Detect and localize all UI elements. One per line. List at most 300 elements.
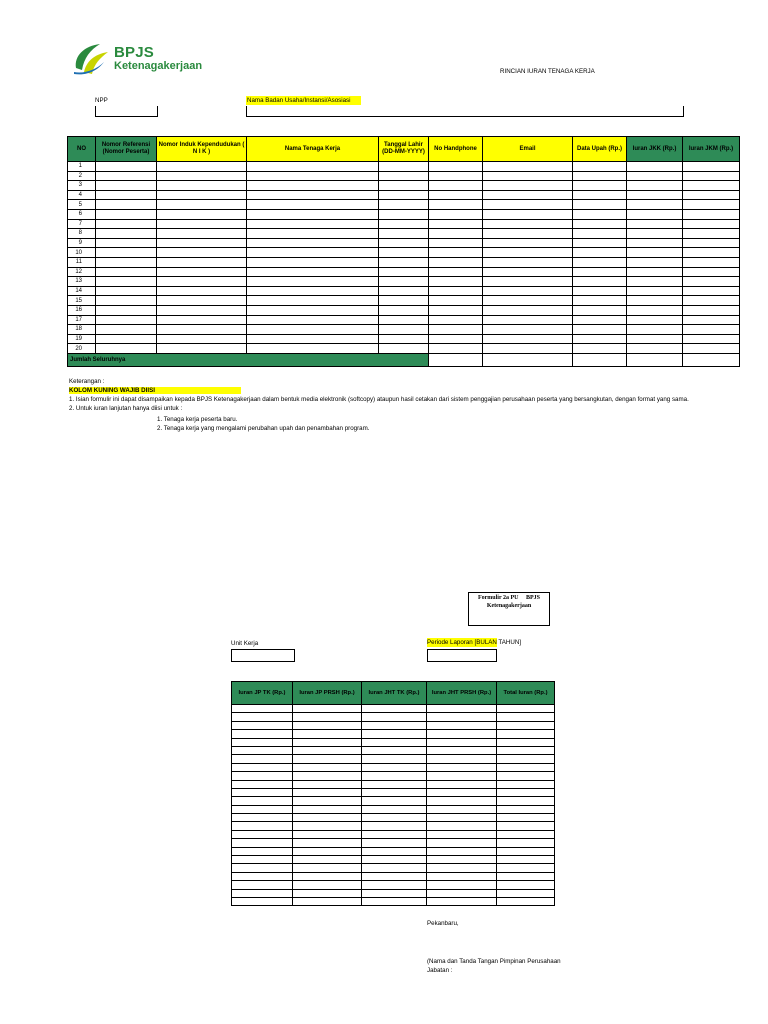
table-cell[interactable] <box>627 162 683 172</box>
summary-cell[interactable] <box>293 822 362 830</box>
table-cell[interactable] <box>573 267 627 277</box>
summary-cell[interactable] <box>232 788 293 796</box>
table-cell[interactable] <box>483 296 573 306</box>
summary-cell[interactable] <box>497 839 555 847</box>
table-cell[interactable] <box>683 257 740 267</box>
table-cell[interactable] <box>627 190 683 200</box>
summary-cell[interactable] <box>362 805 427 813</box>
table-cell[interactable] <box>683 238 740 248</box>
summary-cell[interactable] <box>293 839 362 847</box>
summary-cell[interactable] <box>293 705 362 713</box>
table-cell[interactable] <box>96 238 157 248</box>
summary-cell[interactable] <box>293 713 362 721</box>
table-cell[interactable] <box>683 286 740 296</box>
summary-cell[interactable] <box>232 881 293 889</box>
table-cell[interactable] <box>627 334 683 344</box>
npp-field[interactable] <box>95 106 158 117</box>
summary-cell[interactable] <box>362 872 427 880</box>
table-cell[interactable] <box>429 344 483 354</box>
summary-cell[interactable] <box>362 755 427 763</box>
table-cell[interactable] <box>429 267 483 277</box>
table-cell[interactable] <box>379 190 429 200</box>
table-cell[interactable] <box>157 190 247 200</box>
table-cell[interactable] <box>627 296 683 306</box>
summary-cell[interactable] <box>362 856 427 864</box>
summary-cell[interactable] <box>232 856 293 864</box>
summary-cell[interactable] <box>497 814 555 822</box>
table-cell[interactable] <box>157 334 247 344</box>
summary-cell[interactable] <box>427 839 497 847</box>
summary-cell[interactable] <box>293 746 362 754</box>
table-cell[interactable] <box>96 257 157 267</box>
summary-cell[interactable] <box>427 897 497 905</box>
summary-cell[interactable] <box>497 755 555 763</box>
table-cell[interactable] <box>96 296 157 306</box>
summary-cell[interactable] <box>497 780 555 788</box>
table-cell[interactable] <box>96 209 157 219</box>
summary-cell[interactable] <box>427 805 497 813</box>
summary-cell[interactable] <box>497 713 555 721</box>
table-cell[interactable] <box>483 162 573 172</box>
summary-cell[interactable] <box>427 746 497 754</box>
table-cell[interactable] <box>683 334 740 344</box>
table-cell[interactable] <box>429 238 483 248</box>
table-cell[interactable] <box>379 286 429 296</box>
summary-cell[interactable] <box>293 730 362 738</box>
table-cell[interactable] <box>247 190 379 200</box>
summary-cell[interactable] <box>497 830 555 838</box>
table-cell[interactable] <box>96 190 157 200</box>
table-cell[interactable] <box>157 277 247 287</box>
table-cell[interactable] <box>573 277 627 287</box>
summary-cell[interactable] <box>362 830 427 838</box>
table-cell[interactable] <box>573 286 627 296</box>
table-cell[interactable] <box>157 257 247 267</box>
table-cell[interactable] <box>379 209 429 219</box>
summary-cell[interactable] <box>427 721 497 729</box>
summary-cell[interactable] <box>232 822 293 830</box>
table-cell[interactable] <box>627 219 683 229</box>
table-cell[interactable] <box>429 257 483 267</box>
summary-cell[interactable] <box>362 814 427 822</box>
table-cell[interactable] <box>157 200 247 210</box>
summary-cell[interactable] <box>427 705 497 713</box>
summary-cell[interactable] <box>427 763 497 771</box>
table-cell[interactable] <box>379 267 429 277</box>
table-cell[interactable] <box>157 344 247 354</box>
table-cell[interactable] <box>683 248 740 258</box>
summary-cell[interactable] <box>427 822 497 830</box>
summary-cell[interactable] <box>293 830 362 838</box>
summary-cell[interactable] <box>293 897 362 905</box>
table-cell[interactable] <box>157 171 247 181</box>
table-cell[interactable] <box>157 219 247 229</box>
table-cell[interactable] <box>379 277 429 287</box>
summary-cell[interactable] <box>232 738 293 746</box>
table-cell[interactable] <box>379 238 429 248</box>
table-cell[interactable] <box>157 267 247 277</box>
summary-cell[interactable] <box>497 805 555 813</box>
summary-cell[interactable] <box>362 797 427 805</box>
table-cell[interactable] <box>483 277 573 287</box>
table-cell[interactable] <box>683 209 740 219</box>
table-cell[interactable] <box>483 248 573 258</box>
summary-cell[interactable] <box>362 864 427 872</box>
table-cell[interactable] <box>683 190 740 200</box>
summary-cell[interactable] <box>232 814 293 822</box>
table-cell[interactable] <box>627 305 683 315</box>
table-cell[interactable] <box>247 305 379 315</box>
summary-cell[interactable] <box>362 713 427 721</box>
summary-cell[interactable] <box>427 780 497 788</box>
table-cell[interactable] <box>379 181 429 191</box>
summary-cell[interactable] <box>232 780 293 788</box>
summary-cell[interactable] <box>497 889 555 897</box>
table-cell[interactable] <box>627 181 683 191</box>
table-cell[interactable] <box>573 219 627 229</box>
table-cell[interactable] <box>683 296 740 306</box>
table-cell[interactable] <box>247 257 379 267</box>
summary-cell[interactable] <box>497 847 555 855</box>
table-cell[interactable] <box>247 209 379 219</box>
table-cell[interactable] <box>379 344 429 354</box>
table-cell[interactable] <box>483 257 573 267</box>
table-cell[interactable] <box>247 238 379 248</box>
table-cell[interactable] <box>573 171 627 181</box>
table-cell[interactable] <box>247 248 379 258</box>
table-cell[interactable] <box>429 277 483 287</box>
summary-cell[interactable] <box>232 830 293 838</box>
summary-cell[interactable] <box>232 797 293 805</box>
table-cell[interactable] <box>157 238 247 248</box>
table-cell[interactable] <box>627 315 683 325</box>
summary-cell[interactable] <box>232 746 293 754</box>
periode-field[interactable] <box>427 649 497 662</box>
table-cell[interactable] <box>483 229 573 239</box>
summary-cell[interactable] <box>497 772 555 780</box>
table-cell[interactable] <box>379 325 429 335</box>
table-cell[interactable] <box>157 162 247 172</box>
table-cell[interactable] <box>429 190 483 200</box>
summary-cell[interactable] <box>362 730 427 738</box>
table-cell[interactable] <box>379 229 429 239</box>
table-cell[interactable] <box>573 257 627 267</box>
table-cell[interactable] <box>379 315 429 325</box>
table-cell[interactable] <box>379 200 429 210</box>
table-cell[interactable] <box>573 334 627 344</box>
table-cell[interactable] <box>247 229 379 239</box>
table-cell[interactable] <box>379 334 429 344</box>
summary-cell[interactable] <box>232 864 293 872</box>
table-cell[interactable] <box>483 305 573 315</box>
table-cell[interactable] <box>483 325 573 335</box>
table-cell[interactable] <box>573 162 627 172</box>
table-cell[interactable] <box>573 344 627 354</box>
table-cell[interactable] <box>483 315 573 325</box>
table-cell[interactable] <box>247 286 379 296</box>
summary-cell[interactable] <box>427 872 497 880</box>
summary-cell[interactable] <box>427 755 497 763</box>
summary-cell[interactable] <box>293 772 362 780</box>
summary-cell[interactable] <box>232 872 293 880</box>
summary-cell[interactable] <box>293 856 362 864</box>
table-cell[interactable] <box>157 325 247 335</box>
table-cell[interactable] <box>573 209 627 219</box>
table-cell[interactable] <box>429 248 483 258</box>
table-cell[interactable] <box>683 277 740 287</box>
summary-cell[interactable] <box>497 822 555 830</box>
summary-cell[interactable] <box>362 746 427 754</box>
table-cell[interactable] <box>627 238 683 248</box>
table-cell[interactable] <box>483 267 573 277</box>
summary-cell[interactable] <box>293 797 362 805</box>
summary-cell[interactable] <box>427 738 497 746</box>
summary-cell[interactable] <box>497 856 555 864</box>
table-cell[interactable] <box>157 296 247 306</box>
table-cell[interactable] <box>483 200 573 210</box>
summary-cell[interactable] <box>427 856 497 864</box>
table-cell[interactable] <box>247 344 379 354</box>
summary-cell[interactable] <box>497 730 555 738</box>
summary-cell[interactable] <box>497 721 555 729</box>
table-cell[interactable] <box>683 344 740 354</box>
table-cell[interactable] <box>96 305 157 315</box>
table-cell[interactable] <box>247 277 379 287</box>
unit-kerja-field[interactable] <box>231 649 295 662</box>
table-cell[interactable] <box>429 200 483 210</box>
summary-cell[interactable] <box>362 763 427 771</box>
table-cell[interactable] <box>429 315 483 325</box>
table-cell[interactable] <box>627 325 683 335</box>
table-cell[interactable] <box>683 171 740 181</box>
table-cell[interactable] <box>157 315 247 325</box>
table-cell[interactable] <box>573 181 627 191</box>
summary-cell[interactable] <box>293 738 362 746</box>
table-cell[interactable] <box>683 267 740 277</box>
table-cell[interactable] <box>247 267 379 277</box>
table-cell[interactable] <box>96 248 157 258</box>
table-cell[interactable] <box>627 344 683 354</box>
table-cell[interactable] <box>683 305 740 315</box>
table-cell[interactable] <box>379 219 429 229</box>
table-cell[interactable] <box>573 238 627 248</box>
summary-cell[interactable] <box>497 746 555 754</box>
table-cell[interactable] <box>96 286 157 296</box>
table-cell[interactable] <box>96 219 157 229</box>
summary-cell[interactable] <box>232 772 293 780</box>
table-cell[interactable] <box>573 200 627 210</box>
summary-cell[interactable] <box>362 847 427 855</box>
table-cell[interactable] <box>429 325 483 335</box>
table-cell[interactable] <box>573 296 627 306</box>
table-cell[interactable] <box>96 315 157 325</box>
table-cell[interactable] <box>429 162 483 172</box>
summary-cell[interactable] <box>232 847 293 855</box>
summary-cell[interactable] <box>362 897 427 905</box>
table-cell[interactable] <box>627 267 683 277</box>
table-cell[interactable] <box>247 200 379 210</box>
table-cell[interactable] <box>429 334 483 344</box>
table-cell[interactable] <box>157 305 247 315</box>
table-cell[interactable] <box>429 171 483 181</box>
table-cell[interactable] <box>96 277 157 287</box>
table-cell[interactable] <box>627 209 683 219</box>
summary-cell[interactable] <box>497 897 555 905</box>
summary-cell[interactable] <box>293 763 362 771</box>
table-cell[interactable] <box>627 200 683 210</box>
table-cell[interactable] <box>683 219 740 229</box>
summary-cell[interactable] <box>232 805 293 813</box>
table-cell[interactable] <box>247 171 379 181</box>
table-cell[interactable] <box>379 296 429 306</box>
table-cell[interactable] <box>627 229 683 239</box>
table-cell[interactable] <box>683 181 740 191</box>
summary-cell[interactable] <box>293 847 362 855</box>
summary-cell[interactable] <box>293 721 362 729</box>
table-cell[interactable] <box>247 162 379 172</box>
summary-cell[interactable] <box>497 738 555 746</box>
table-cell[interactable] <box>429 219 483 229</box>
table-cell[interactable] <box>379 162 429 172</box>
summary-cell[interactable] <box>427 797 497 805</box>
summary-cell[interactable] <box>427 881 497 889</box>
table-cell[interactable] <box>483 238 573 248</box>
table-cell[interactable] <box>157 229 247 239</box>
summary-cell[interactable] <box>293 788 362 796</box>
summary-cell[interactable] <box>293 780 362 788</box>
table-cell[interactable] <box>683 325 740 335</box>
summary-cell[interactable] <box>232 889 293 897</box>
table-cell[interactable] <box>157 209 247 219</box>
summary-cell[interactable] <box>427 889 497 897</box>
table-cell[interactable] <box>379 248 429 258</box>
table-cell[interactable] <box>483 334 573 344</box>
summary-cell[interactable] <box>293 872 362 880</box>
summary-cell[interactable] <box>497 872 555 880</box>
table-cell[interactable] <box>429 181 483 191</box>
table-cell[interactable] <box>157 248 247 258</box>
summary-cell[interactable] <box>293 881 362 889</box>
table-cell[interactable] <box>483 286 573 296</box>
summary-cell[interactable] <box>427 814 497 822</box>
table-cell[interactable] <box>247 315 379 325</box>
table-cell[interactable] <box>573 315 627 325</box>
table-cell[interactable] <box>429 305 483 315</box>
table-cell[interactable] <box>483 344 573 354</box>
summary-cell[interactable] <box>362 822 427 830</box>
summary-cell[interactable] <box>362 889 427 897</box>
table-cell[interactable] <box>96 325 157 335</box>
summary-cell[interactable] <box>427 713 497 721</box>
table-cell[interactable] <box>627 257 683 267</box>
table-cell[interactable] <box>379 171 429 181</box>
table-cell[interactable] <box>483 181 573 191</box>
table-cell[interactable] <box>683 229 740 239</box>
summary-cell[interactable] <box>232 755 293 763</box>
table-cell[interactable] <box>96 344 157 354</box>
summary-cell[interactable] <box>293 755 362 763</box>
table-cell[interactable] <box>483 190 573 200</box>
summary-cell[interactable] <box>293 889 362 897</box>
table-cell[interactable] <box>483 219 573 229</box>
table-cell[interactable] <box>429 296 483 306</box>
table-cell[interactable] <box>573 229 627 239</box>
summary-cell[interactable] <box>232 763 293 771</box>
table-cell[interactable] <box>379 305 429 315</box>
table-cell[interactable] <box>379 257 429 267</box>
table-cell[interactable] <box>573 190 627 200</box>
summary-cell[interactable] <box>362 780 427 788</box>
summary-cell[interactable] <box>427 830 497 838</box>
table-cell[interactable] <box>96 267 157 277</box>
table-cell[interactable] <box>429 229 483 239</box>
table-cell[interactable] <box>627 286 683 296</box>
table-cell[interactable] <box>157 286 247 296</box>
table-cell[interactable] <box>96 171 157 181</box>
summary-cell[interactable] <box>362 839 427 847</box>
summary-cell[interactable] <box>232 713 293 721</box>
table-cell[interactable] <box>683 162 740 172</box>
summary-cell[interactable] <box>362 881 427 889</box>
table-cell[interactable] <box>96 200 157 210</box>
summary-cell[interactable] <box>362 738 427 746</box>
summary-cell[interactable] <box>362 705 427 713</box>
summary-cell[interactable] <box>232 897 293 905</box>
table-cell[interactable] <box>247 334 379 344</box>
summary-cell[interactable] <box>362 721 427 729</box>
summary-cell[interactable] <box>497 864 555 872</box>
summary-cell[interactable] <box>293 864 362 872</box>
summary-cell[interactable] <box>497 763 555 771</box>
summary-cell[interactable] <box>427 864 497 872</box>
summary-cell[interactable] <box>293 805 362 813</box>
table-cell[interactable] <box>627 248 683 258</box>
table-cell[interactable] <box>483 171 573 181</box>
table-cell[interactable] <box>429 209 483 219</box>
summary-cell[interactable] <box>497 788 555 796</box>
summary-cell[interactable] <box>497 881 555 889</box>
table-cell[interactable] <box>96 181 157 191</box>
table-cell[interactable] <box>429 286 483 296</box>
table-cell[interactable] <box>247 325 379 335</box>
summary-cell[interactable] <box>232 721 293 729</box>
table-cell[interactable] <box>96 229 157 239</box>
summary-cell[interactable] <box>362 772 427 780</box>
summary-cell[interactable] <box>232 839 293 847</box>
summary-cell[interactable] <box>232 705 293 713</box>
table-cell[interactable] <box>573 248 627 258</box>
table-cell[interactable] <box>96 162 157 172</box>
table-cell[interactable] <box>627 171 683 181</box>
summary-cell[interactable] <box>427 730 497 738</box>
table-cell[interactable] <box>573 305 627 315</box>
table-cell[interactable] <box>157 181 247 191</box>
table-cell[interactable] <box>247 296 379 306</box>
summary-cell[interactable] <box>362 788 427 796</box>
table-cell[interactable] <box>483 209 573 219</box>
table-cell[interactable] <box>627 277 683 287</box>
summary-cell[interactable] <box>427 772 497 780</box>
nama-badan-field[interactable] <box>246 106 684 117</box>
table-cell[interactable] <box>683 315 740 325</box>
summary-cell[interactable] <box>427 788 497 796</box>
summary-cell[interactable] <box>497 797 555 805</box>
table-cell[interactable] <box>573 325 627 335</box>
table-cell[interactable] <box>247 219 379 229</box>
table-cell[interactable] <box>247 181 379 191</box>
summary-cell[interactable] <box>293 814 362 822</box>
summary-cell[interactable] <box>427 847 497 855</box>
